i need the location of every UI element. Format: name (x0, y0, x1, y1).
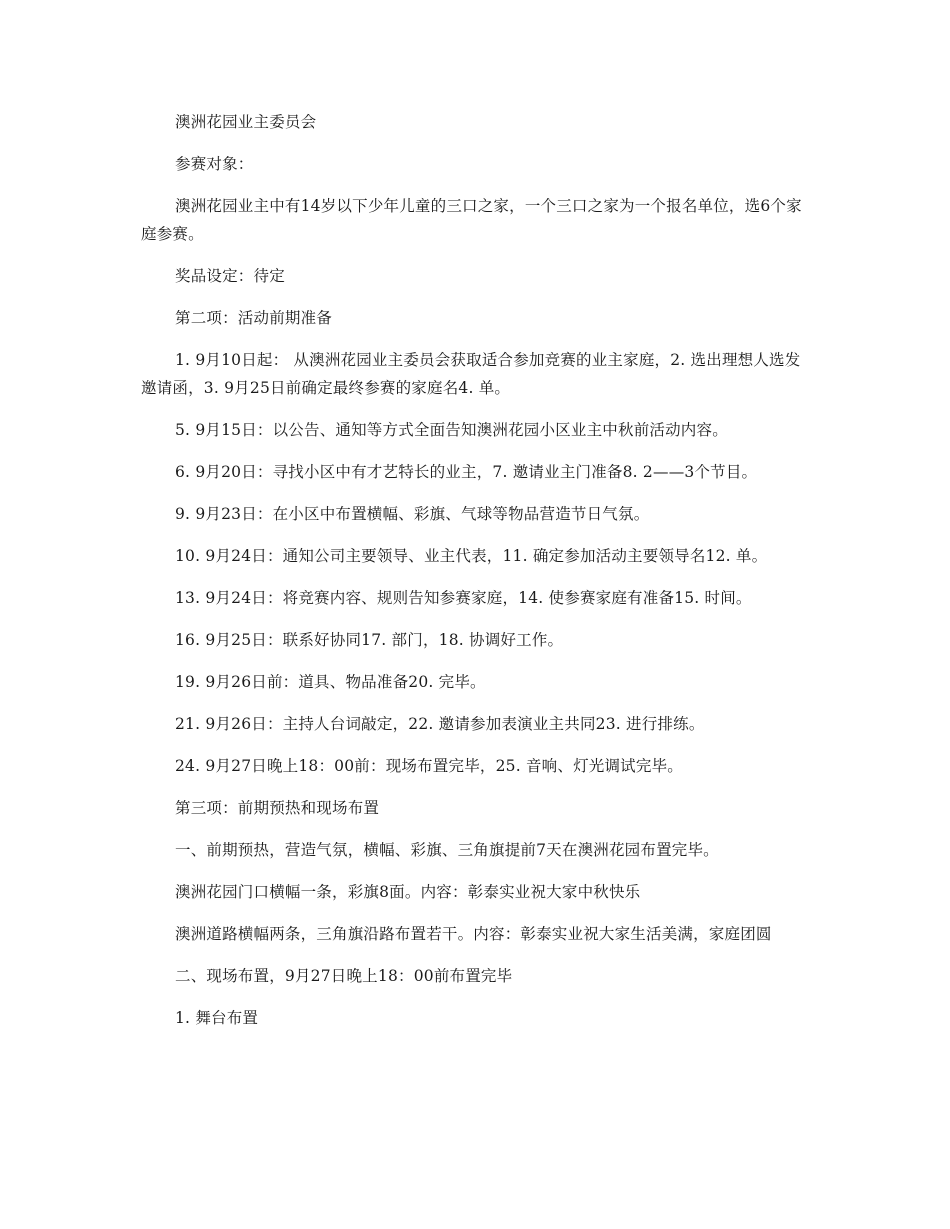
prep-item: 19. 9月26日前：道具、物品准备20. 完毕。 (175, 673, 486, 691)
prep-item: 6. 9月20日：寻找小区中有才艺特长的业主，7. 邀请业主门准备8. 2——3个节目。 (175, 463, 758, 481)
prep-item: 5. 9月15日：以公告、通知等方式全面告知澳洲花园小区业主中秋前活动内容。 (175, 421, 728, 439)
section-participants-label: 参赛对象： (175, 155, 254, 173)
prize-setting: 奖品设定：待定 (175, 267, 285, 285)
warmup-item: 澳洲道路横幅两条，三角旗沿路布置若干。内容：彰泰实业祝大家生活美满，家庭团圆 (175, 925, 772, 943)
onsite-setup-heading: 二、现场布置，9月27日晚上18：00前布置完毕 (175, 967, 513, 985)
prep-item: 13. 9月24日：将竞赛内容、规则告知参赛家庭，14. 使参赛家庭有准备15. 时间。 (175, 589, 752, 607)
prep-item: 10. 9月24日：通知公司主要领导、业主代表，11. 确定参加活动主要领导名12. 单。 (175, 547, 768, 565)
prep-item: 24. 9月27日晚上18：00前：现场布置完毕，25. 音响、灯光调试完毕。 (175, 757, 683, 775)
heading-committee: 澳洲花园业主委员会 (175, 113, 317, 131)
section-three-heading: 第三项：前期预热和现场布置 (175, 799, 380, 817)
warmup-item: 澳洲花园门口横幅一条，彩旗8面。内容：彰泰实业祝大家中秋快乐 (175, 883, 641, 901)
warmup-item: 一、前期预热，营造气氛，横幅、彩旗、三角旗提前7天在澳洲花园布置完毕。 (175, 841, 719, 859)
prep-item: 1. 9月10日起： 从澳洲花园业主委员会获取适合参加竞赛的业主家庭，2. 选出理想人选发邀请函，3. 9月25日前确定最终参赛的家庭名4. 单。 (141, 351, 801, 397)
section-two-heading: 第二项：活动前期准备 (175, 309, 333, 327)
prep-item: 9. 9月23日：在小区中布置横幅、彩旗、气球等物品营造节日气氛。 (175, 505, 650, 523)
participants-description: 澳洲花园业主中有14岁以下少年儿童的三口之家，一个三口之家为一个报名单位，选6个家庭参赛。 (141, 197, 802, 243)
prep-item: 21. 9月26日：主持人台词敲定，22. 邀请参加表演业主共同23. 进行排练。 (175, 715, 705, 733)
prep-item: 16. 9月25日：联系好协同17. 部门，18. 协调好工作。 (175, 631, 564, 649)
document-body (141, 108, 811, 1046)
stage-setup-item: 1. 舞台布置 (175, 1009, 259, 1027)
